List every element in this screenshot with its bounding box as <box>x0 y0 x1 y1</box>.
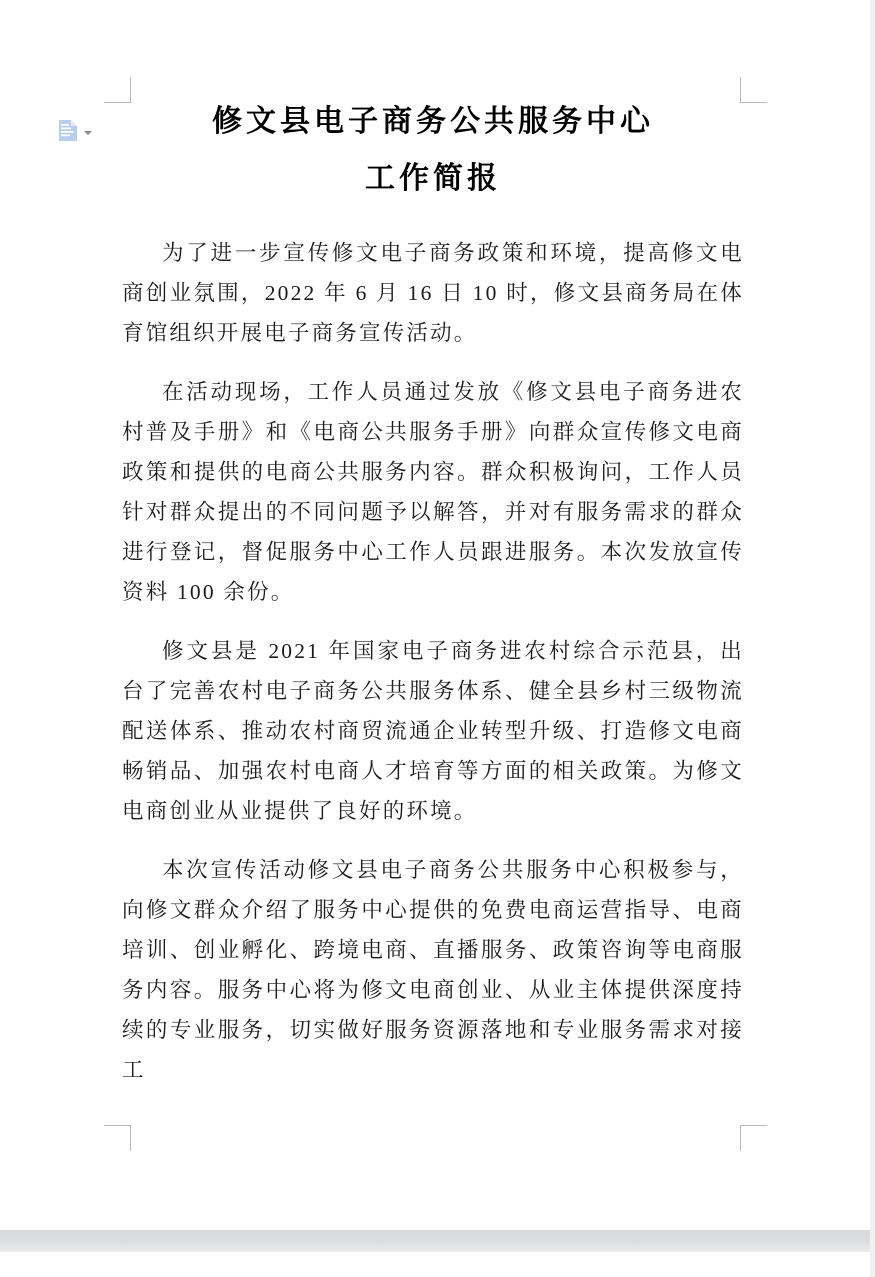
crop-mark-bottom-right <box>740 1125 767 1151</box>
document-title-line-2[interactable]: 工作简报 <box>365 162 501 195</box>
document-text-area[interactable] <box>122 0 744 1090</box>
paste-options-icon <box>58 120 77 144</box>
crop-mark-top-right <box>740 77 767 103</box>
chevron-down-icon <box>84 131 92 135</box>
page-gap <box>0 1230 875 1252</box>
document-title[interactable] <box>122 93 744 207</box>
right-edge-strip <box>870 0 875 1277</box>
paragraph-4[interactable]: 本次宣传活动修文县电子商务公共服务中心积极参与，向修文群众介绍了服务中心提供的免费电商运营指导、电商培训、创业孵化、跨境电商、直播服务、政策咨询等电商服务内容。服务中心将为修文电商创业、从业主体提供深度持续的专业服务，切实做好服务资源落地和专业服务需求对接工 <box>122 858 744 1082</box>
crop-mark-bottom-left <box>104 1125 131 1151</box>
paragraph-1[interactable]: 为了进一步宣传修文电子商务政策和环境，提高修文电商创业氛围，2022 年 6 月 16 日 10 时，修文县商务局在体育馆组织开展电子商务宣传活动。 <box>122 241 744 345</box>
next-page-top[interactable] <box>0 1252 870 1277</box>
paste-options-button[interactable] <box>55 118 95 146</box>
paragraph-2[interactable]: 在活动现场，工作人员通过发放《修文县电子商务进农村普及手册》和《电商公共服务手册》向群众宣传修文电商政策和提供的电商公共服务内容。群众积极询问，工作人员针对群众提出的不同问题予以解答，并对有服务需求的群众进行登记，督促服务中心工作人员跟进服务。本次发放宣传资料 100 余份。 <box>122 380 744 604</box>
paragraph-3[interactable]: 修文县是 2021 年国家电子商务进农村综合示范县，出台了完善农村电子商务公共服务体系、健全县乡村三级物流配送体系、推动农村商贸流通企业转型升级、打造修文电商畅销品、加强农村电商人才培育等方面的相关政策。为修文电商创业从业提供了良好的环境。 <box>122 639 744 823</box>
document-title-line-1[interactable]: 修文县电子商务公共服务中心 <box>212 105 654 138</box>
